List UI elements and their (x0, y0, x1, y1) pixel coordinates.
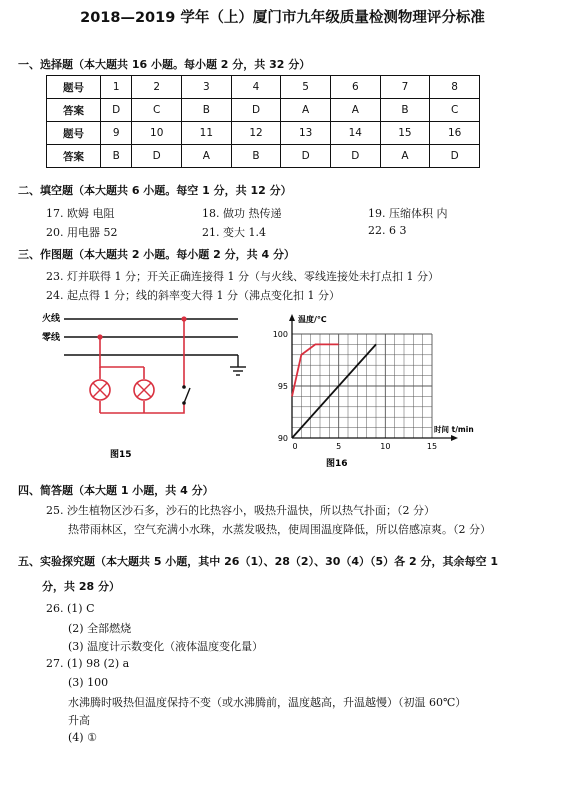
table-row (47, 122, 480, 145)
section-choice-heading: 一、选择题（本大题共 16 小题。每小题 2 分，共 32 分） (18, 58, 311, 71)
junction-dot (97, 334, 102, 339)
row-label: 题号 (47, 76, 101, 99)
y-tick-label: 100 (272, 330, 288, 339)
answer-q20: 20. 用电器 52 (46, 226, 118, 239)
table-cell: A (182, 145, 232, 168)
table-cell: 5 (281, 76, 331, 99)
row-label: 答案 (47, 145, 101, 168)
table-cell: D (132, 145, 182, 168)
junction-dot (181, 316, 186, 321)
graph-grid (292, 334, 432, 438)
y-axis-label: 温度/℃ (298, 315, 327, 324)
answer-q17: 17. 欧姆 电阻 (46, 207, 115, 220)
switch-icon (182, 385, 190, 405)
table-cell: 10 (132, 122, 182, 145)
choice-answer-table (46, 75, 480, 168)
x-tick-label: 0 (292, 442, 298, 451)
table-cell: B (231, 145, 281, 168)
table-row (47, 99, 480, 122)
figure-caption-15: 图15 (110, 450, 132, 460)
lamp-icon (90, 380, 110, 400)
table-cell: 1 (101, 76, 132, 99)
table-cell: 11 (182, 122, 232, 145)
live-wire-label: 火线 (42, 314, 61, 324)
table-cell: B (380, 99, 430, 122)
table-cell: 6 (330, 76, 380, 99)
table-cell: C (132, 99, 182, 122)
answer-q18: 18. 做功 热传递 (202, 207, 282, 220)
table-cell: 4 (231, 76, 281, 99)
table-cell: B (182, 99, 232, 122)
table-row (47, 76, 480, 99)
series-line-1 (292, 344, 339, 396)
table-cell: 12 (231, 122, 281, 145)
table-cell: 16 (430, 122, 480, 145)
section-short-answer-heading: 四、简答题（本大题 1 小题，共 4 分） (18, 484, 214, 497)
x-tick-label: 5 (336, 442, 342, 451)
answer-q26-1: 26. (1) C (46, 602, 95, 615)
y-tick-label: 90 (277, 434, 288, 443)
answer-q22: 22. 6 3 (368, 224, 407, 237)
table-cell: 15 (380, 122, 430, 145)
row-label: 题号 (47, 122, 101, 145)
answer-q19: 19. 压缩体积 内 (368, 207, 448, 220)
section-experiment-heading-cont: 分，共 28 分） (42, 580, 120, 593)
table-cell: 14 (330, 122, 380, 145)
figure-caption-16: 图16 (326, 459, 348, 469)
answer-q27-3: (3) 100 (68, 676, 109, 689)
section-experiment-heading: 五、实验探究题（本大题共 5 小题，其中 26（1）、28（2）、30（4）（5）各 2 分，其余每空 1 (18, 555, 498, 568)
table-cell: D (430, 145, 480, 168)
circuit-diagram (40, 305, 262, 465)
table-cell: D (231, 99, 281, 122)
section-fill-heading: 二、填空题（本大题共 6 小题。每空 1 分，共 12 分） (18, 184, 292, 197)
answer-q27-3-result: 升高 (68, 714, 90, 727)
x-tick-label: 15 (426, 442, 438, 451)
series-line-2 (292, 344, 376, 438)
neutral-wire-label: 零线 (42, 333, 61, 343)
row-label: 答案 (47, 99, 101, 122)
answer-q23: 23. 灯并联得 1 分；开关正确连接得 1 分（与火线、零线连接处未打点扣 1 分） (46, 270, 439, 283)
graph-axes (289, 314, 458, 441)
y-axis-arrow-icon (289, 314, 295, 321)
table-cell: D (101, 99, 132, 122)
page-title: 2018—2019 学年（上）厦门市九年级质量检测物理评分标准 (80, 10, 485, 26)
answer-q24: 24. 起点得 1 分；线的斜率变大得 1 分（沸点变化扣 1 分） (46, 289, 340, 302)
table-cell: B (101, 145, 132, 168)
table-cell: 3 (182, 76, 232, 99)
table-cell: D (330, 145, 380, 168)
answer-q26-3: (3) 温度计示数变化（液体温度变化量） (68, 640, 264, 653)
table-cell: D (281, 145, 331, 168)
lamp-icon (134, 380, 154, 400)
graph-labels (273, 314, 474, 451)
answer-q26-2: (2) 全部燃烧 (68, 622, 132, 635)
table-cell: A (281, 99, 331, 122)
table-cell: A (380, 145, 430, 168)
graph-series (292, 344, 376, 438)
y-tick-label: 95 (277, 382, 288, 391)
ground-icon (230, 355, 246, 375)
table-row (47, 145, 480, 168)
table-cell: A (330, 99, 380, 122)
table-cell: 7 (380, 76, 430, 99)
table-cell: 13 (281, 122, 331, 145)
answer-q27-3-explanation: 水沸腾时吸热但温度保持不变（或水沸腾前，温度越高，升温越慢）（初温 60℃） (68, 696, 467, 709)
x-axis-arrow-icon (451, 435, 458, 441)
table-cell: C (430, 99, 480, 122)
temperature-graph (268, 302, 498, 470)
x-tick-label: 10 (380, 442, 391, 451)
section-drawing-heading: 三、作图题（本大题共 2 小题。每小题 2 分，共 4 分） (18, 248, 295, 261)
answer-q27-4: (4) ① (68, 731, 97, 744)
table-cell: 2 (132, 76, 182, 99)
answer-q27-1-2: 27. (1) 98 (2) a (46, 657, 130, 670)
table-cell: 8 (430, 76, 480, 99)
x-axis-label: 时间 t/min (434, 425, 474, 434)
table-cell: 9 (101, 122, 132, 145)
answer-q21: 21. 变大 1.4 (202, 226, 266, 239)
answer-q25-part1: 25. 沙生植物区沙石多，沙石的比热容小，吸热升温快，所以热气扑面；（2 分） (46, 504, 435, 517)
answer-q25-part2: 热带雨林区，空气充满小水珠，水蒸发吸热，使周围温度降低，所以倍感凉爽。（2 分） (68, 523, 491, 536)
